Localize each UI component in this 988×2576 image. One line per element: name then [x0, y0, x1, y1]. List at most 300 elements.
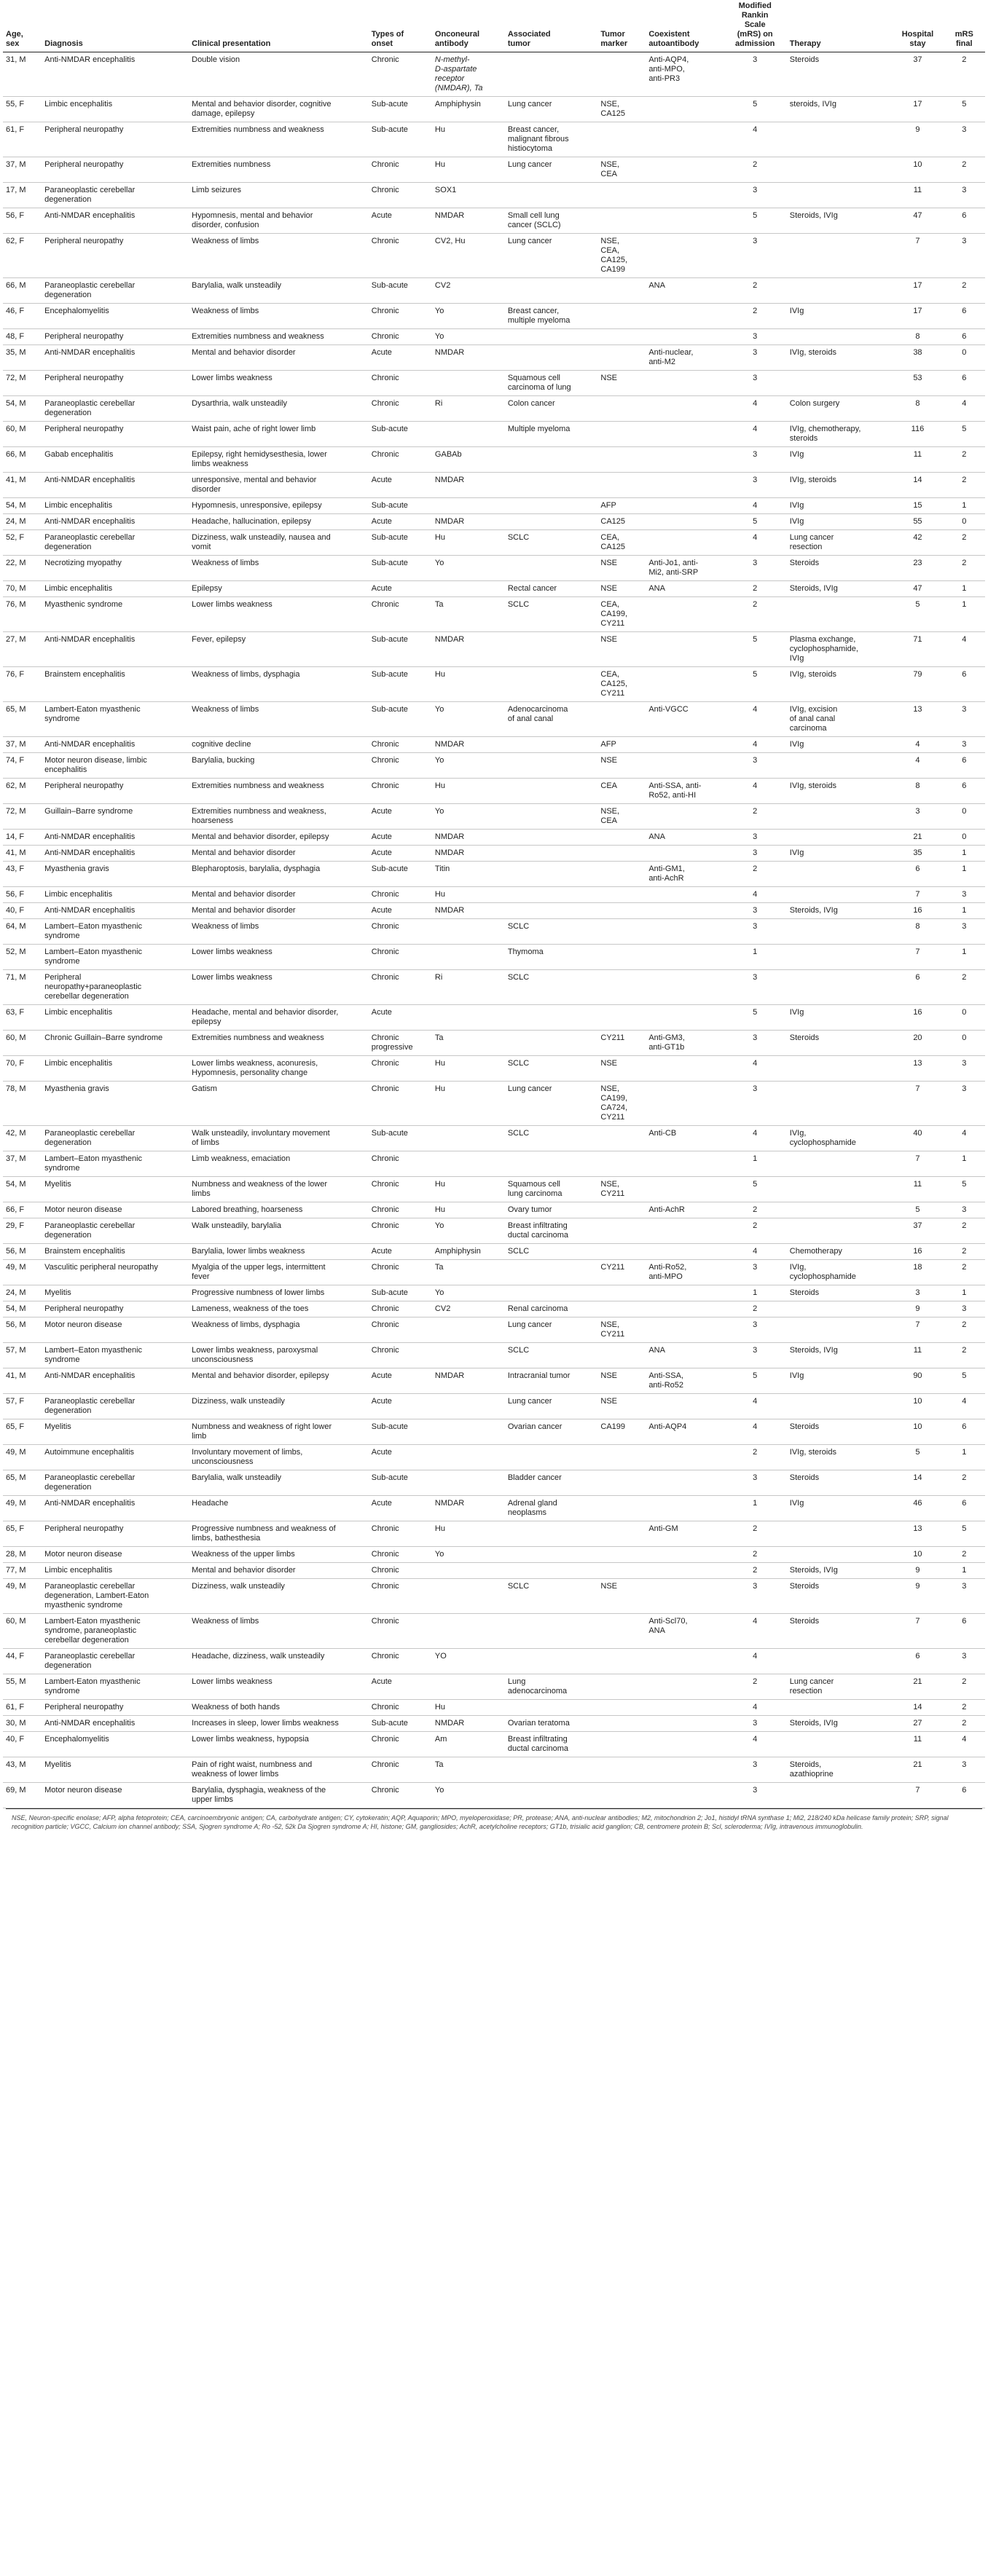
table-row: [3, 1757, 985, 1783]
cell-diagnosis: Peripheral neuropathy: [42, 371, 189, 396]
cell-mrs-final: 3: [944, 1082, 985, 1126]
cell-coexistent-autoantibody: [646, 530, 723, 556]
cell-age-sex: 64, M: [3, 919, 42, 945]
cell-hospital-stay: 71: [892, 632, 943, 667]
cell-tumor-marker: [597, 1244, 646, 1260]
cell-types-of-onset: Sub-acute: [369, 632, 432, 667]
cell-therapy: [787, 234, 893, 278]
cell-mrs-admission: 2: [724, 1301, 787, 1317]
table-row: [3, 1368, 985, 1394]
cell-hospital-stay: 21: [892, 1674, 943, 1700]
cell-tumor-marker: CEA, CA125, CY211: [597, 667, 646, 702]
cell-hospital-stay: 53: [892, 371, 943, 396]
cell-age-sex: 70, M: [3, 581, 42, 597]
cell-age-sex: 74, F: [3, 753, 42, 779]
cell-mrs-final: 2: [944, 52, 985, 97]
cell-onconeural-antibody: Amphiphysin: [432, 1244, 505, 1260]
cell-associated-tumor: [505, 329, 598, 345]
cell-onconeural-antibody: YO: [432, 1649, 505, 1674]
cell-mrs-admission: 2: [724, 597, 787, 632]
table-row: [3, 597, 985, 632]
cell-coexistent-autoantibody: [646, 1547, 723, 1563]
cell-mrs-admission: 4: [724, 1649, 787, 1674]
cell-hospital-stay: 35: [892, 846, 943, 862]
cell-coexistent-autoantibody: [646, 396, 723, 422]
cell-therapy: [787, 1056, 893, 1082]
cell-associated-tumor: [505, 1031, 598, 1056]
cell-onconeural-antibody: [432, 1343, 505, 1368]
table-body: [3, 52, 985, 1808]
cell-types-of-onset: Acute: [369, 514, 432, 530]
cell-hospital-stay: 5: [892, 1445, 943, 1470]
cell-associated-tumor: Thymoma: [505, 945, 598, 970]
cell-onconeural-antibody: NMDAR: [432, 473, 505, 498]
cell-diagnosis: Paraneoplastic cerebellar degeneration: [42, 183, 189, 208]
cell-mrs-admission: 5: [724, 632, 787, 667]
cell-types-of-onset: Chronic: [369, 737, 432, 753]
cell-mrs-admission: 4: [724, 1056, 787, 1082]
table-row: [3, 447, 985, 473]
cell-age-sex: 14, F: [3, 830, 42, 846]
cell-therapy: [787, 183, 893, 208]
cell-mrs-final: 3: [944, 183, 985, 208]
cell-tumor-marker: [597, 846, 646, 862]
table-row: [3, 887, 985, 903]
cell-clinical-presentation: Limb seizures: [189, 183, 369, 208]
header-therapy: Therapy: [787, 0, 893, 52]
cell-hospital-stay: 5: [892, 597, 943, 632]
cell-mrs-final: 1: [944, 903, 985, 919]
cell-onconeural-antibody: [432, 1674, 505, 1700]
cell-age-sex: 37, M: [3, 157, 42, 183]
cell-clinical-presentation: Weakness of limbs: [189, 919, 369, 945]
cell-coexistent-autoantibody: ANA: [646, 1343, 723, 1368]
cell-diagnosis: Paraneoplastic cerebellar degeneration: [42, 1126, 189, 1151]
cell-diagnosis: Lambert-Eaton myasthenic syndrome, paraneoplastic cerebellar degeneration: [42, 1614, 189, 1649]
cell-onconeural-antibody: [432, 1005, 505, 1031]
cell-coexistent-autoantibody: [646, 632, 723, 667]
header-mrs-admission: Modified Rankin Scale (mRS) on admission: [724, 0, 787, 52]
cell-onconeural-antibody: [432, 371, 505, 396]
cell-hospital-stay: 6: [892, 862, 943, 887]
cell-clinical-presentation: Walk unsteadily, barylalia: [189, 1218, 369, 1244]
cell-age-sex: 37, M: [3, 1151, 42, 1177]
cell-mrs-admission: 3: [724, 1716, 787, 1732]
cell-onconeural-antibody: NMDAR: [432, 514, 505, 530]
cell-hospital-stay: 7: [892, 234, 943, 278]
cell-mrs-admission: 3: [724, 1082, 787, 1126]
cell-onconeural-antibody: Ta: [432, 597, 505, 632]
cell-clinical-presentation: Headache, mental and behavior disorder, epilepsy: [189, 1005, 369, 1031]
cell-associated-tumor: [505, 183, 598, 208]
cell-tumor-marker: CEA: [597, 779, 646, 804]
cell-diagnosis: Anti-NMDAR encephalitis: [42, 830, 189, 846]
cell-types-of-onset: Acute: [369, 581, 432, 597]
cell-coexistent-autoantibody: [646, 1082, 723, 1126]
cell-therapy: [787, 329, 893, 345]
table-row: [3, 1202, 985, 1218]
cell-tumor-marker: NSE: [597, 1056, 646, 1082]
cell-tumor-marker: [597, 1301, 646, 1317]
cell-therapy: [787, 1301, 893, 1317]
cell-hospital-stay: 9: [892, 1579, 943, 1614]
table-row: [3, 753, 985, 779]
cell-mrs-final: 3: [944, 1579, 985, 1614]
cell-hospital-stay: 4: [892, 753, 943, 779]
cell-clinical-presentation: Mental and behavior disorder, epilepsy: [189, 830, 369, 846]
cell-mrs-final: 6: [944, 1419, 985, 1445]
cell-tumor-marker: NSE: [597, 1368, 646, 1394]
cell-clinical-presentation: Mental and behavior disorder, epilepsy: [189, 1368, 369, 1394]
cell-clinical-presentation: Mental and behavior disorder, cognitive damage, epilepsy: [189, 97, 369, 122]
header-coexistent-autoantibody: Coexistent autoantibody: [646, 0, 723, 52]
cell-age-sex: 46, F: [3, 304, 42, 329]
cell-hospital-stay: 79: [892, 667, 943, 702]
cell-clinical-presentation: Lower limbs weakness: [189, 371, 369, 396]
cell-associated-tumor: Breast cancer, malignant fibrous histiocytoma: [505, 122, 598, 157]
cell-therapy: Steroids: [787, 1470, 893, 1496]
cell-associated-tumor: [505, 753, 598, 779]
cell-therapy: IVIg, cyclophosphamide: [787, 1260, 893, 1285]
cell-types-of-onset: Sub-acute: [369, 556, 432, 581]
table-row: [3, 830, 985, 846]
cell-age-sex: 41, M: [3, 473, 42, 498]
cell-mrs-final: 2: [944, 1700, 985, 1716]
cell-clinical-presentation: Lower limbs weakness: [189, 970, 369, 1005]
cell-associated-tumor: Breast cancer, multiple myeloma: [505, 304, 598, 329]
cell-associated-tumor: Adrenal gland neoplasms: [505, 1496, 598, 1521]
table-row: [3, 514, 985, 530]
cell-mrs-final: 2: [944, 1716, 985, 1732]
cell-mrs-final: 3: [944, 234, 985, 278]
cell-types-of-onset: Chronic: [369, 447, 432, 473]
table-row: [3, 498, 985, 514]
cell-age-sex: 56, M: [3, 1244, 42, 1260]
cell-age-sex: 41, M: [3, 846, 42, 862]
cell-hospital-stay: 8: [892, 779, 943, 804]
cell-diagnosis: Anti-NMDAR encephalitis: [42, 52, 189, 97]
cell-tumor-marker: NSE: [597, 753, 646, 779]
cell-clinical-presentation: Weakness of limbs, dysphagia: [189, 667, 369, 702]
cell-therapy: IVIg, excision of anal canal carcinoma: [787, 702, 893, 737]
cell-coexistent-autoantibody: [646, 1716, 723, 1732]
table-row: [3, 970, 985, 1005]
cell-age-sex: 57, F: [3, 1394, 42, 1419]
cell-onconeural-antibody: CV2: [432, 278, 505, 304]
cell-mrs-admission: 4: [724, 422, 787, 447]
cell-associated-tumor: [505, 1260, 598, 1285]
cell-hospital-stay: 47: [892, 581, 943, 597]
cell-diagnosis: Limbic encephalitis: [42, 581, 189, 597]
cell-mrs-admission: 1: [724, 1496, 787, 1521]
cell-diagnosis: Anti-NMDAR encephalitis: [42, 846, 189, 862]
cell-types-of-onset: Acute: [369, 830, 432, 846]
cell-associated-tumor: [505, 887, 598, 903]
cell-mrs-final: 4: [944, 1732, 985, 1757]
cell-therapy: [787, 1700, 893, 1716]
cell-types-of-onset: Chronic: [369, 1343, 432, 1368]
cell-therapy: [787, 1649, 893, 1674]
cell-mrs-final: 3: [944, 122, 985, 157]
cell-clinical-presentation: Extremities numbness and weakness: [189, 1031, 369, 1056]
cell-associated-tumor: Squamous cell carcinoma of lung: [505, 371, 598, 396]
cell-onconeural-antibody: Am: [432, 1732, 505, 1757]
cell-types-of-onset: Chronic: [369, 779, 432, 804]
cell-diagnosis: Myasthenia gravis: [42, 862, 189, 887]
cell-clinical-presentation: Weakness of limbs: [189, 702, 369, 737]
cell-age-sex: 24, M: [3, 514, 42, 530]
cell-tumor-marker: NSE, CA125: [597, 97, 646, 122]
cell-age-sex: 56, M: [3, 1317, 42, 1343]
cell-types-of-onset: Sub-acute: [369, 97, 432, 122]
cell-mrs-final: 3: [944, 919, 985, 945]
cell-mrs-admission: 3: [724, 371, 787, 396]
cell-onconeural-antibody: [432, 1470, 505, 1496]
cell-clinical-presentation: Lower limbs weakness: [189, 1674, 369, 1700]
cell-therapy: IVIg: [787, 1496, 893, 1521]
cell-clinical-presentation: Pain of right waist, numbness and weakness of lower limbs: [189, 1757, 369, 1783]
table-row: [3, 1674, 985, 1700]
cell-tumor-marker: [597, 862, 646, 887]
cell-tumor-marker: [597, 1285, 646, 1301]
cell-clinical-presentation: Fever, epilepsy: [189, 632, 369, 667]
cell-therapy: Steroids, IVIg: [787, 1343, 893, 1368]
cell-tumor-marker: [597, 278, 646, 304]
table-row: [3, 1177, 985, 1202]
cell-mrs-final: 1: [944, 1445, 985, 1470]
cell-onconeural-antibody: Hu: [432, 667, 505, 702]
cell-tumor-marker: NSE, CY211: [597, 1317, 646, 1343]
cell-mrs-final: 4: [944, 1126, 985, 1151]
cell-types-of-onset: Acute: [369, 804, 432, 830]
cell-diagnosis: Myelitis: [42, 1757, 189, 1783]
cell-age-sex: 56, F: [3, 887, 42, 903]
cell-coexistent-autoantibody: [646, 1285, 723, 1301]
cell-clinical-presentation: Barylalia, lower limbs weakness: [189, 1244, 369, 1260]
cell-hospital-stay: 9: [892, 122, 943, 157]
cell-hospital-stay: 7: [892, 1082, 943, 1126]
cell-hospital-stay: 17: [892, 278, 943, 304]
cell-tumor-marker: [597, 970, 646, 1005]
table-row: [3, 862, 985, 887]
cell-mrs-final: 2: [944, 473, 985, 498]
cell-age-sex: 43, F: [3, 862, 42, 887]
cell-onconeural-antibody: Yo: [432, 1783, 505, 1808]
cell-associated-tumor: SCLC: [505, 1343, 598, 1368]
header-associated-tumor: Associated tumor: [505, 0, 598, 52]
cell-mrs-final: 3: [944, 1301, 985, 1317]
cell-therapy: Steroids, IVIg: [787, 1716, 893, 1732]
cell-types-of-onset: Sub-acute: [369, 667, 432, 702]
cell-coexistent-autoantibody: [646, 737, 723, 753]
cell-mrs-final: 1: [944, 1285, 985, 1301]
cell-tumor-marker: [597, 208, 646, 234]
cell-associated-tumor: Intracranial tumor: [505, 1368, 598, 1394]
cell-diagnosis: Motor neuron disease: [42, 1317, 189, 1343]
cell-onconeural-antibody: [432, 1614, 505, 1649]
cell-onconeural-antibody: Titin: [432, 862, 505, 887]
cell-diagnosis: Limbic encephalitis: [42, 498, 189, 514]
cell-diagnosis: Peripheral neuropathy: [42, 329, 189, 345]
cell-types-of-onset: Chronic: [369, 1732, 432, 1757]
cell-mrs-admission: 3: [724, 1783, 787, 1808]
cell-therapy: Steroids, IVIg: [787, 1563, 893, 1579]
cell-therapy: IVIg, steroids: [787, 779, 893, 804]
cell-mrs-admission: 4: [724, 1700, 787, 1716]
cell-hospital-stay: 3: [892, 804, 943, 830]
cell-clinical-presentation: Lower limbs weakness, hypopsia: [189, 1732, 369, 1757]
cell-onconeural-antibody: Yo: [432, 804, 505, 830]
cell-associated-tumor: Lung cancer: [505, 1082, 598, 1126]
cell-mrs-final: 2: [944, 157, 985, 183]
cell-tumor-marker: [597, 1757, 646, 1783]
cell-mrs-admission: 3: [724, 52, 787, 97]
cell-age-sex: 65, M: [3, 1470, 42, 1496]
cell-onconeural-antibody: NMDAR: [432, 345, 505, 371]
cell-hospital-stay: 11: [892, 1732, 943, 1757]
cell-associated-tumor: [505, 473, 598, 498]
cell-mrs-final: 6: [944, 208, 985, 234]
cell-clinical-presentation: cognitive decline: [189, 737, 369, 753]
cell-diagnosis: Limbic encephalitis: [42, 97, 189, 122]
cell-mrs-admission: 1: [724, 1285, 787, 1301]
table-row: [3, 702, 985, 737]
cell-types-of-onset: Chronic: [369, 52, 432, 97]
cell-tumor-marker: CY211: [597, 1031, 646, 1056]
cell-mrs-final: 5: [944, 97, 985, 122]
cell-hospital-stay: 37: [892, 52, 943, 97]
cell-onconeural-antibody: [432, 498, 505, 514]
cell-diagnosis: Guillain–Barre syndrome: [42, 804, 189, 830]
cell-associated-tumor: Lung cancer: [505, 97, 598, 122]
cell-associated-tumor: [505, 514, 598, 530]
table-row: [3, 1343, 985, 1368]
cell-coexistent-autoantibody: [646, 447, 723, 473]
cell-mrs-admission: 5: [724, 667, 787, 702]
cell-age-sex: 60, M: [3, 1614, 42, 1649]
cell-tumor-marker: NSE, CA199, CA724, CY211: [597, 1082, 646, 1126]
cell-coexistent-autoantibody: [646, 903, 723, 919]
cell-therapy: [787, 122, 893, 157]
table-row: [3, 208, 985, 234]
table-row: [3, 183, 985, 208]
cell-therapy: [787, 887, 893, 903]
cell-associated-tumor: [505, 830, 598, 846]
cell-tumor-marker: [597, 1614, 646, 1649]
cell-associated-tumor: [505, 846, 598, 862]
cell-age-sex: 49, M: [3, 1579, 42, 1614]
cell-mrs-admission: 3: [724, 1260, 787, 1285]
cell-mrs-admission: 3: [724, 345, 787, 371]
cell-diagnosis: Peripheral neuropathy: [42, 1521, 189, 1547]
cell-types-of-onset: Acute: [369, 345, 432, 371]
cell-mrs-admission: 2: [724, 1521, 787, 1547]
cell-associated-tumor: [505, 737, 598, 753]
cell-clinical-presentation: Weakness of limbs: [189, 304, 369, 329]
cell-onconeural-antibody: NMDAR: [432, 1716, 505, 1732]
cell-associated-tumor: Ovary tumor: [505, 1202, 598, 1218]
cell-tumor-marker: CY211: [597, 1260, 646, 1285]
cell-onconeural-antibody: [432, 422, 505, 447]
cell-associated-tumor: SCLC: [505, 1244, 598, 1260]
cell-tumor-marker: [597, 1445, 646, 1470]
cell-types-of-onset: Sub-acute: [369, 530, 432, 556]
cell-mrs-final: 2: [944, 278, 985, 304]
cell-onconeural-antibody: Yo: [432, 1218, 505, 1244]
cell-clinical-presentation: Progressive numbness and weakness of limbs, bathesthesia: [189, 1521, 369, 1547]
cell-age-sex: 63, F: [3, 1005, 42, 1031]
cell-diagnosis: Paraneoplastic cerebellar degeneration: [42, 396, 189, 422]
cell-coexistent-autoantibody: [646, 473, 723, 498]
table-row: [3, 52, 985, 97]
cell-clinical-presentation: Extremities numbness: [189, 157, 369, 183]
cell-onconeural-antibody: Amphiphysin: [432, 97, 505, 122]
table-row: [3, 945, 985, 970]
cell-hospital-stay: 17: [892, 97, 943, 122]
cell-mrs-admission: 5: [724, 1368, 787, 1394]
cell-onconeural-antibody: Yo: [432, 329, 505, 345]
cell-onconeural-antibody: GABAb: [432, 447, 505, 473]
cell-age-sex: 78, M: [3, 1082, 42, 1126]
cell-coexistent-autoantibody: [646, 1301, 723, 1317]
table-row: [3, 1716, 985, 1732]
cell-types-of-onset: Chronic: [369, 304, 432, 329]
cell-age-sex: 22, M: [3, 556, 42, 581]
cell-coexistent-autoantibody: [646, 1783, 723, 1808]
table-row: [3, 1445, 985, 1470]
cell-tumor-marker: [597, 183, 646, 208]
cell-hospital-stay: 16: [892, 903, 943, 919]
cell-clinical-presentation: Lower limbs weakness: [189, 945, 369, 970]
cell-clinical-presentation: Epilepsy: [189, 581, 369, 597]
cell-mrs-admission: 2: [724, 1674, 787, 1700]
cell-hospital-stay: 14: [892, 1470, 943, 1496]
cell-tumor-marker: CEA, CA125: [597, 530, 646, 556]
cell-diagnosis: Motor neuron disease, limbic encephalitis: [42, 753, 189, 779]
cell-diagnosis: Limbic encephalitis: [42, 1563, 189, 1579]
cell-mrs-final: 2: [944, 970, 985, 1005]
cell-age-sex: 28, M: [3, 1547, 42, 1563]
cell-diagnosis: Necrotizing myopathy: [42, 556, 189, 581]
cell-mrs-final: 5: [944, 422, 985, 447]
cell-age-sex: 66, M: [3, 447, 42, 473]
cell-associated-tumor: [505, 52, 598, 97]
cell-clinical-presentation: Dizziness, walk unsteadily: [189, 1394, 369, 1419]
cell-mrs-final: 3: [944, 1649, 985, 1674]
cell-diagnosis: Paraneoplastic cerebellar degeneration: [42, 1649, 189, 1674]
header-mrs-final: mRS final: [944, 0, 985, 52]
cell-mrs-final: 3: [944, 737, 985, 753]
cell-coexistent-autoantibody: Anti-GM: [646, 1521, 723, 1547]
cell-coexistent-autoantibody: Anti-GM1, anti-AchR: [646, 862, 723, 887]
cell-therapy: [787, 830, 893, 846]
cell-coexistent-autoantibody: [646, 919, 723, 945]
cell-mrs-final: 3: [944, 1056, 985, 1082]
table-row: [3, 1285, 985, 1301]
clinical-characteristics-table: [3, 0, 985, 1808]
cell-coexistent-autoantibody: Anti-AQP4: [646, 1419, 723, 1445]
cell-tumor-marker: NSE, CEA: [597, 804, 646, 830]
cell-mrs-admission: 5: [724, 1177, 787, 1202]
cell-age-sex: 24, M: [3, 1285, 42, 1301]
cell-tumor-marker: CA125: [597, 514, 646, 530]
cell-tumor-marker: [597, 1783, 646, 1808]
cell-coexistent-autoantibody: [646, 1674, 723, 1700]
cell-coexistent-autoantibody: [646, 183, 723, 208]
cell-mrs-admission: 3: [724, 1343, 787, 1368]
cell-age-sex: 66, F: [3, 1202, 42, 1218]
cell-mrs-final: 1: [944, 1151, 985, 1177]
